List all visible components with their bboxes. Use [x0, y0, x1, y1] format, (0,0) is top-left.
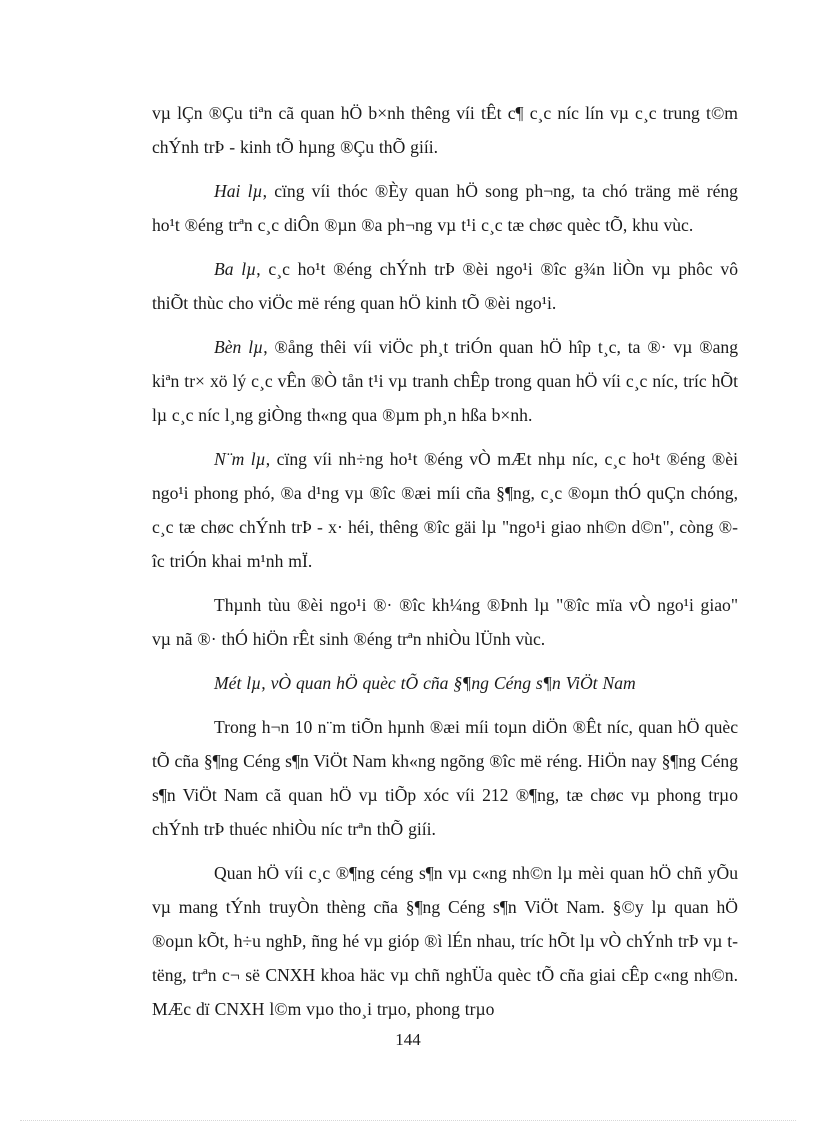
paragraph-4: Bèn lµ, ®ång thêi víi viÖc ph¸t triÓn quan hÖ hîp t¸c, ta ®· vµ ®ang kiªn tr× xö lý c¸c vÊn ®Ò tån t¹i vµ tranh chÊp trong quan hÖ víi c¸c níc, tríc hÕt lµ c¸c níc l¸ng giÒng th«ng qua ®µm ph¸n hßa b×nh.	[152, 337, 738, 425]
page-bottom-divider	[20, 1120, 796, 1121]
paragraph-8: Quan hÖ víi c¸c ®¶ng céng s¶n vµ c«ng nh©n lµ mèi quan hÖ chñ yÕu vµ mang tÝnh truyÒn thèng cña §¶ng Céng s¶n ViÖt Nam. §©y lµ quan hÖ ®oµn kÕt, h÷u nghÞ, ñng hé vµ gióp ®ì lÉn nhau, tríc hÕt lµ vÒ chÝnh trÞ vµ t tëng, trªn c¬ së CNXH khoa häc vµ chñ nghÜa quèc tÕ cña giai cÊp c«ng nh©n. MÆc dï CNXH l©m vµo tho¸i trµo, phong trµo	[152, 863, 738, 1019]
paragraph-1: vµ lÇn ®Çu tiªn cã quan hÖ b×nh thêng víi tÊt c¶ c¸c níc lín vµ c¸c trung t©m chÝnh trÞ - kinh tÕ hµng ®Çu thÕ giíi.	[152, 103, 738, 157]
paragraph-6: Thµnh tùu ®èi ngo¹i ®· ®îc kh¼ng ®Þnh lµ "®îc mïa vÒ ngo¹i giao" vµ nã ®· thÓ hiÖn rÊt sinh ®éng trªn nhiÒu lÜnh vùc.	[152, 595, 738, 649]
body-text	[152, 96, 738, 1036]
section-heading: Mét lµ, vÒ quan hÖ quèc tÕ cña §¶ng Céng s¶n ViÖt Nam	[214, 673, 636, 693]
paragraph-5: N¨m lµ, cïng víi nh÷ng ho¹t ®éng vÒ mÆt nhµ níc, c¸c ho¹t ®éng ®èi ngo¹i phong phó, ®a d¹ng vµ ®îc ®æi míi cña §¶ng, c¸c ®oµn thÓ quÇn chóng, c¸c tæ chøc chÝnh trÞ - x· héi, thêng ®îc gäi lµ "ngo¹i giao nh©n d©n", còng ®îc triÓn khai m¹nh mÏ.	[152, 449, 738, 571]
paragraph-lead: Hai lµ	[214, 181, 263, 201]
paragraph-3: Ba lµ, c¸c ho¹t ®éng chÝnh trÞ ®èi ngo¹i ®îc g¾n liÒn vµ phôc vô thiÕt thùc cho viÖc më réng quan hÖ kinh tÕ ®èi ngo¹i.	[152, 259, 738, 313]
paragraph-2: Hai lµ, cïng víi thóc ®Èy quan hÖ song ph¬ng, ta chó träng më réng ho¹t ®éng trªn c¸c diÔn ®µn ®a ph¬ng vµ t¹i c¸c tæ chøc quèc tÕ, khu vùc.	[152, 181, 738, 235]
paragraph-lead: Bèn lµ	[214, 337, 264, 357]
paragraph-7: Trong h¬n 10 n¨m tiÕn hµnh ®æi míi toµn diÖn ®Êt níc, quan hÖ quèc tÕ cña §¶ng Céng s¶n ViÖt Nam kh«ng ngõng ®îc më réng. HiÖn nay §¶ng Céng s¶n ViÖt Nam cã quan hÖ vµ tiÕp xóc víi 212 ®¶ng, tæ chøc vµ phong trµo chÝnh trÞ thuéc nhiÒu níc trªn thÕ giíi.	[152, 717, 738, 839]
page-number: 144	[395, 1030, 421, 1049]
paragraph-lead: Ba lµ	[214, 259, 257, 279]
paragraph-lead: N¨m lµ	[214, 449, 266, 469]
